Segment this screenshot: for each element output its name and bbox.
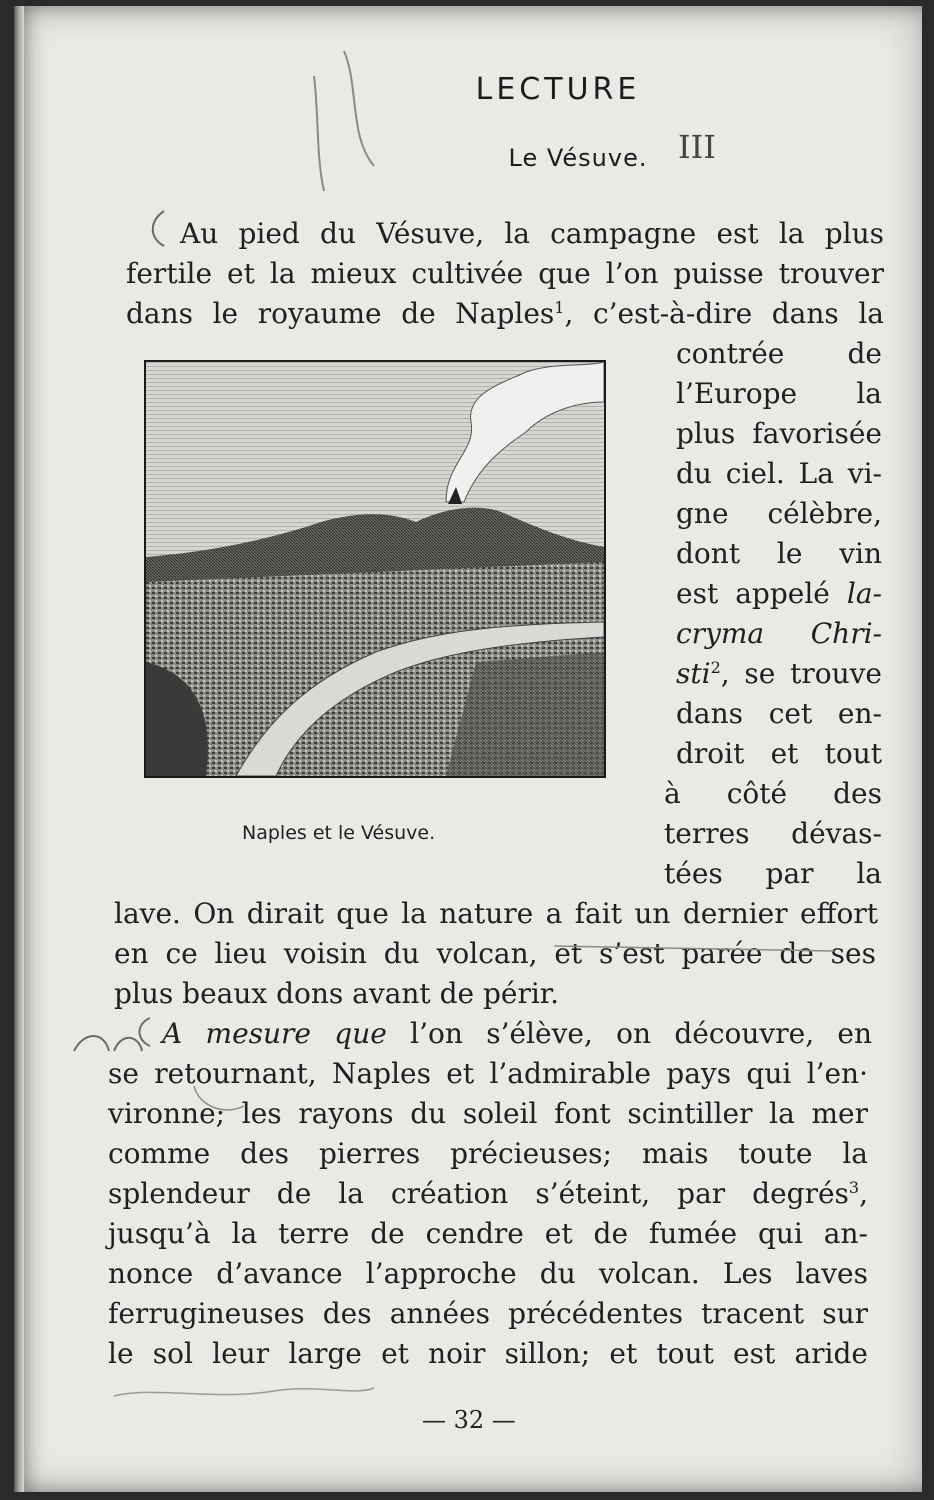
footnote-marker: 3 bbox=[848, 1178, 860, 1197]
handwritten-annotations bbox=[14, 6, 922, 1492]
text-line: du ciel. La vi- bbox=[676, 457, 882, 490]
text-line: dans le royaume de Naples$^1$, c’est-à-dire dans la bbox=[126, 297, 884, 330]
text-line: splendeur de la création s’éteint, par degrés$^3$, bbox=[108, 1177, 868, 1210]
text-line: contrée de bbox=[676, 337, 882, 370]
text-line: en ce lieu voisin du volcan, et s’est parée de ses bbox=[114, 937, 876, 970]
text-line: Au pied du Vésuve, la campagne est la plus bbox=[180, 217, 884, 250]
text-line: l’Europe la bbox=[676, 377, 882, 410]
text-line: jusqu’à la terre de cendre et de fumée qui an- bbox=[108, 1217, 868, 1250]
text-line: sti$^2$, se trouve bbox=[676, 657, 882, 690]
text-line: tées par la bbox=[664, 857, 882, 890]
text-line: nonce d’avance l’approche du volcan. Les laves bbox=[108, 1257, 868, 1290]
lesson-title: Le Vésuve. bbox=[508, 144, 648, 172]
text-line: vironne; les rayons du soleil font scintiller la mer bbox=[108, 1097, 868, 1130]
text-line: ferrugineuses des années précédentes tracent sur bbox=[108, 1297, 868, 1330]
section-heading: LECTURE bbox=[475, 72, 641, 107]
text-line: fertile et la mieux cultivée que l’on puisse trouver bbox=[126, 257, 884, 290]
page-number: — 32 — bbox=[422, 1406, 516, 1434]
image-caption: Naples et le Vésuve. bbox=[242, 822, 436, 844]
text-line: dont le vin bbox=[676, 537, 882, 570]
text-line: le sol leur large et noir sillon; et tout est aride bbox=[108, 1337, 868, 1370]
footnote-marker: 2 bbox=[710, 658, 721, 677]
text-line: se retournant, Naples et l’admirable pays qui l’en· bbox=[108, 1057, 868, 1090]
text-line: A mesure que l’on s’élève, on découvre, en bbox=[162, 1017, 872, 1050]
text-line: comme des pierres précieuses; mais toute la bbox=[108, 1137, 868, 1170]
text-line: droit et tout bbox=[676, 737, 882, 770]
text-line: dans cet en- bbox=[676, 697, 882, 730]
text-line: est appelé la- bbox=[676, 577, 882, 610]
text-line: terres dévas- bbox=[664, 817, 882, 850]
footnote-marker: 1 bbox=[554, 298, 565, 317]
text-line: à côté des bbox=[664, 777, 882, 810]
text-line: gne célèbre, bbox=[676, 497, 882, 530]
text-line: cryma Chri- bbox=[676, 617, 882, 650]
text-line: plus beaux dons avant de périr. bbox=[114, 977, 560, 1010]
book-page bbox=[14, 6, 922, 1492]
margin-roman-numeral: III bbox=[678, 128, 716, 166]
text-line: lave. On dirait que la nature a fait un dernier effort bbox=[114, 897, 878, 930]
text-line: plus favorisée bbox=[676, 417, 882, 450]
